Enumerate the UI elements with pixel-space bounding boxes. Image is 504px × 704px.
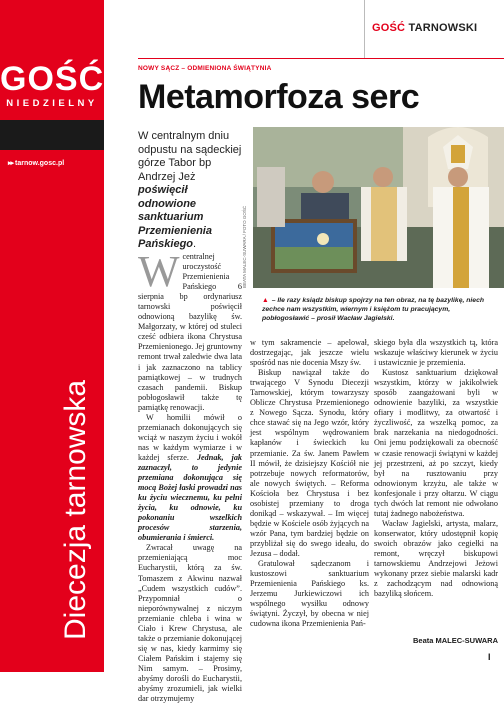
brand-dark-text: TARNOWSKI [408,22,478,34]
col1-p3-plain: Zwracał uwagę na przemieniającą moc Eucharystii, którą za św. Tomaszem z Akwinu nazwał „Cudem wszystkich cudów”. Przypomniał o nieporównywalnej z niczym przemianie chleba i wina w Ciało i Krew Chrystusa, ale także o przemianie dokonującej się w nas, kiedy karmimy się Ciałem Pańskim i stajemy się Nim samym. – [138,543,242,673]
issue-info-band [0,120,104,150]
triangle-icon: ▲ [262,297,269,304]
body-column-1 [138,247,243,704]
photo-caption [262,296,498,323]
edition-brand [372,22,477,34]
body-column-2 [250,338,369,629]
article-photo [253,127,504,288]
col3-paragraph-1: skiego była dla wszystkich tą, która wskazuje właściwy kierunek w życiu i ustawicznie je przemienia. [374,338,498,368]
col1-paragraph-1 [138,247,242,413]
lead-bold: poświęcił odnowione sanktuarium Przemienienia Pańskiego [138,184,212,250]
section-vertical-title: Diecezja tarnowska [59,379,92,640]
col3-paragraph-3: Wacław Jagielski, artysta, malarz, konserwator, który udostępnił kopię swoich obrazów jako cegiełki na remont, wręczył biskupowi tarnowskiemu Andrzejowi Jeżowi wykonany przez siebie malarski kadr z zachodzącym nad odnowioną bazyliką słońcem. [374,518,498,599]
site-url-text: tarnow.gosc.pl [15,159,65,167]
lead-end: . [193,238,197,250]
col1-paragraph-3 [138,543,242,704]
lead-plain: W centralnym dniu odpustu na sądeckiej górze Tabor bp Andrzej Jeż [138,130,242,183]
col2-paragraph-2: Biskup nawiązał także do trwającego V Synodu Diecezji Tarnowskiej, którym towarzyszy Oblicze Chrystusa Przemienionego z Nowego Sącza. Synodu, który chce stawać się na Jego wzór, który jest wspólnym wędrowaniem kapłanów i świeckich ku przemianie. Za św. Janem Pawłem II mówił, że dzisiejszy Kościół nie potrzebuje nowych reformatorów, ale nowych świętych. – Reforma Kościoła bez Chrystusa i bez osobistej przemiany to droga donikąd – wskazywał. – Im więcej będzie w Kościele osób żyjących na wzór Pana, tym bardziej będzie on przybliżał się do swego ideału, do Jezusa – dodał. [250,368,369,558]
logo-main-text: GOŚĆ [0,60,105,98]
drop-cap: W [138,247,180,296]
header-rule [138,58,504,59]
article-lead [138,130,248,252]
site-url-link[interactable] [8,159,100,167]
page-number: I [488,652,491,662]
col2-paragraph-1: w tym sakramencie – apelował, dostrzegając, jak jeszcze wielu spośród nas nie docenia Mszy św. [250,338,369,368]
col1-p1-text: centralnej uroczystość Przemienienia Pańskiego 6 sierpnia bp ordynariusz tarnowski poświęcił odnowioną bazylikę św. Małgorzaty, w której od stuleci cześć odbiera ikona Chrystusa Przemienionego. Jej gruntowny remont trwał zaledwie dwa lata i jak zaznaczono na tablicy pamiątkowej – w trudnych czasach pandemii. Biskup pobłogosławił także tę pamiątkę renowacji. [138,252,242,412]
col1-paragraph-2 [138,413,242,544]
article-headline: Metamorfoza serc [138,78,420,116]
caption-text: – Ile razy ksiądz biskup spojrzy na ten obraz, na tę bazylikę, niech zechce nam wszystkim, wiernym i księżom tu pracującym, pobłogosławić – prosił Wacław Jagielski. [262,297,485,322]
col1-p3-end: Prosimy, abyśmy dorośli do Eucharystii, abyśmy zrozumieli, jak wielki dar otrzymujemy [138,663,242,704]
photo-illustration [253,127,504,288]
col3-paragraph-2: Kustosz sanktuarium dziękował wszystkim, którzy w jakikolwiek sposób zaangażowani byli w odnowienie bazyliki, za wszystkie ofiary i modlitwy, za otwartość i życzliwość, za wszelką pomoc, za brak narzekania na niedogodności. Oni jemu podziękowali za obecność w czasie renowacji świątyni w każdej jej przestrzeni, aż po szczyt, kiedy był na rusztowaniu przy odnowionym krzyżu, ale także w konfesjonale i przy ołtarzu. W ciągu tych dwóch lat remont nie odwołano tutaj żadnego nabożeństwa. [374,368,498,518]
logo-sub-text: NIEDZIELNY [6,98,98,109]
photo-credit: BEATA MALEC-SUWARA / FOTO GOŚĆ [242,205,247,288]
col1-p2-plain: W homilii mówił o przemianach dokonujących się wciąż w naszym życiu i wokół nas w każdym wymiarze i w każdej sferze. [138,412,242,462]
article-author: Beata MALEC-SUWARA [412,636,498,645]
double-arrow-icon: ▸▸ [8,160,14,167]
header-divider [364,0,365,58]
col2-paragraph-3: Gratulował sądeczanom i kustoszowi sanktuarium Przemienienia Pańskiego ks. Jerzemu Jurkiewiczowi ich wspólnego wysiłku odnowy świątyni. Życzył, by obecna w niej cudowna ikona Przemienienia Pań- [250,559,369,629]
brand-red-text: GOŚĆ [372,22,406,34]
body-column-3 [374,338,498,599]
article-kicker: NOWY SĄCZ – ODMIENIONA ŚWIĄTYNIA [138,65,272,72]
magazine-logo [0,62,104,118]
col1-p2-bold: Jednak, jak zaznaczył, to jedynie przemiana dokonująca się mocą Bożej łaski prowadzi nas ku życiu wiecznemu, ku pełni życia, ku odnowie, ku pokonaniu wszelkich procesów starzenia, obumierania i śmierci. [138,452,243,543]
